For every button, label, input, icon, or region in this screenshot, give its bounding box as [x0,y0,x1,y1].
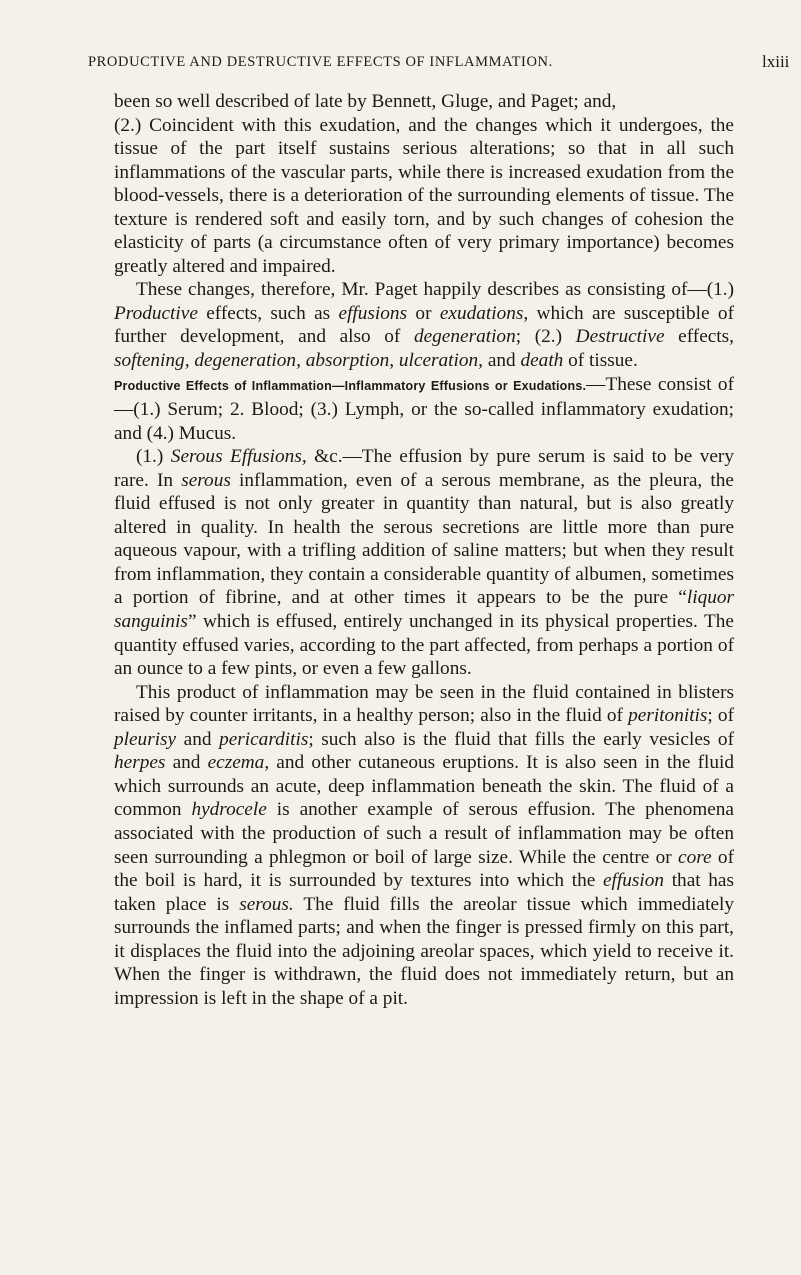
body-text [114,90,734,1010]
paragraph-paget-effects: These changes, therefore, Mr. Paget happily describes as consisting of—(1.) Productive effects, such as effusions or exudations, which are susceptible of further development, and also of degeneration; (2.) Destructive effects, softening, degeneration, absorption, ulceration, and death of tissue. [114,279,734,372]
running-title: PRODUCTIVE AND DESTRUCTIVE EFFECTS OF INFLAMMATION. [88,54,553,70]
section-sidehead: Productive Effects of Inflammation—Inflammatory Effusions or Exudations. [114,378,587,393]
running-header [88,54,788,71]
paragraph-serous-examples: This product of inflammation may be seen in the fluid contained in blisters raised by counter irritants, in a healthy person; also in the fluid of peritonitis; of pleurisy and pericarditis; such also is the fluid that fills the early vesicles of herpes and eczema, and other cutaneous eruptions. It is also seen in the fluid which surrounds an acute, deep inflammation beneath the skin. The fluid of a common hydrocele is another example of serous effusion. The phenomena associated with the production of such a result of inflammation may be often seen surrounding a phlegmon or boil of large size. While the centre or core of the boil is hard, it is surrounded by textures into which the effusion that has taken place is serous. The fluid fills the areolar tissue which immediately surrounds the inflamed parts; and when the finger is pressed firmly on this part, it displaces the fluid into the adjoining areolar spaces, which yield to receive it. When the finger is withdrawn, the fluid does not immediately return, but an impression is left in the shape of a pit. [114,681,735,1009]
paragraph-serous-effusions: (1.) Serous Effusions, &c.—The effusion by pure serum is said to be very rare. In serous inflammation, even of a serous membrane, as the pleura, the fluid effused is not only greater in quantity than natural, but is also greatly altered in quality. In health the serous secretions are little more than pure aqueous vapour, with a trifling addition of saline matters; but when they result from inflammation, they contain a considerable quantity of albumen, sometimes a portion of fibrine, and at other times it appears to be the pure “liquor sanguinis” which is effused, entirely unchanged in its physical properties. The quantity effused varies, according to the part affected, from perhaps a portion of an ounce to a few pints, or even a few gallons. [114,446,734,680]
paragraph-sidehead-exudations: Productive Effects of Inflammation—Inflammatory Effusions or Exudations.—These consist of—(1.) Serum; 2. Blood; (3.) Lymph, or the so-called inflammatory exudation; and (4.) Mucus. [114,373,734,444]
page-number: lxiii [762,52,790,71]
paragraph-continued: been so well described of late by Bennett, Gluge, and Paget; and, (2.) Coincident with this exudation, and the changes which it undergoes, the tissue of the part itself sustains serious alterations; so that in all such inflammations of the vascular parts, while there is increased exudation from the blood-vessels, there is a deterioration of the surrounding elements of tissue. The texture is rendered soft and easily torn, and by such changes of cohesion the elasticity of parts (a circumstance often of very primary importance) becomes greatly altered and impaired. [114,91,734,277]
